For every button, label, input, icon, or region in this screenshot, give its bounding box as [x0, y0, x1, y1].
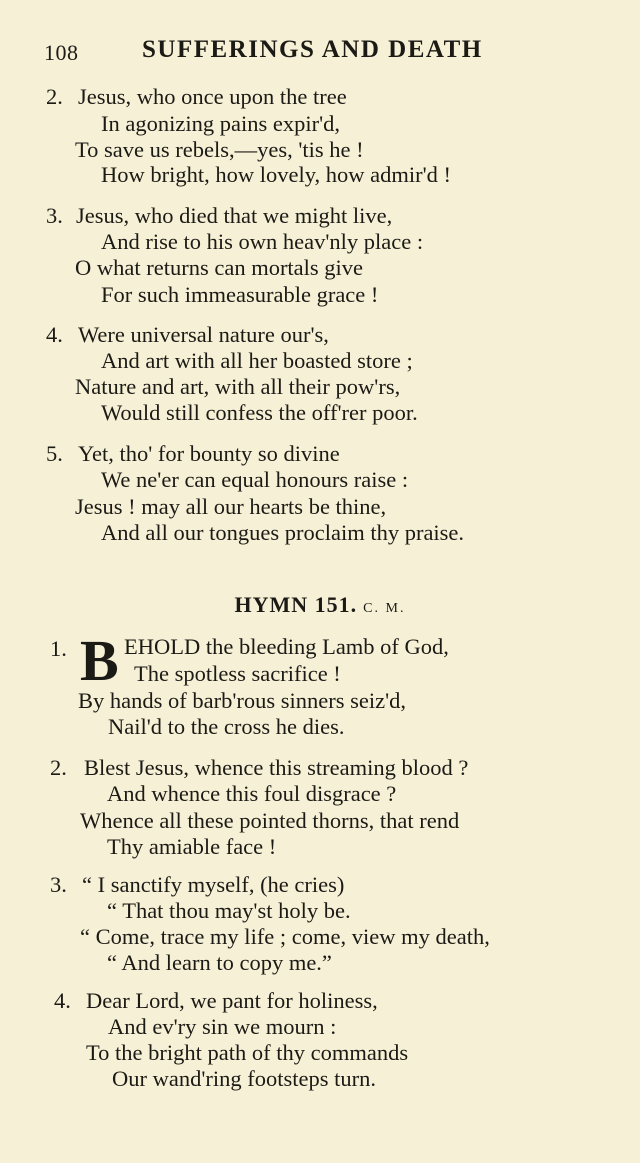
verse-line: And art with all her boasted store ; [101, 348, 413, 373]
verse-line: In agonizing pains expir'd, [101, 111, 340, 136]
page-header [44, 36, 564, 70]
running-title: SUFFERINGS AND DEATH [142, 36, 483, 63]
verse-line: “ And learn to copy me.” [107, 950, 332, 975]
verse-line: Nail'd to the cross he dies. [108, 714, 345, 739]
verse-line: How bright, how lovely, how admir'd ! [101, 162, 452, 187]
verse-line: Thy amiable face ! [107, 834, 277, 859]
verse-line: EHOLD the bleeding Lamb of God, [124, 634, 449, 659]
stanza-number: 5. [46, 441, 63, 466]
verse-line: Jesus ! may all our hearts be thine, [75, 494, 387, 519]
stanza-number: 3. [46, 203, 63, 228]
stanza-number: 2. [46, 84, 63, 109]
stanza-number: 1. [50, 636, 67, 661]
verse-line: And all our tongues proclaim thy praise. [101, 520, 465, 545]
verse-line: Would still confess the off'rer poor. [101, 400, 418, 425]
stanza-number: 3. [50, 872, 67, 897]
verse-line: And whence this foul disgrace ? [107, 781, 397, 806]
verse-line: “ Come, trace my life ; come, view my death, [80, 924, 490, 949]
verse-line: O what returns can mortals give [75, 255, 364, 280]
verse-line: Our wand'ring footsteps turn. [112, 1066, 377, 1091]
verse-line: Jesus, who once upon the tree [78, 84, 347, 109]
verse-line: “ That thou may'st holy be. [107, 898, 351, 923]
verse-line: Whence all these pointed thorns, that rend [80, 808, 460, 833]
verse-line: We ne'er can equal honours raise : [101, 467, 409, 492]
verse-line: To save us rebels,—yes, 'tis he ! [75, 137, 364, 162]
hymn-meter: C. M. [363, 601, 406, 616]
verse-line: For such immeasurable grace ! [101, 282, 379, 307]
hymn-number: HYMN 151. [234, 592, 358, 617]
verse-line: The spotless sacrifice ! [134, 661, 341, 686]
verse-line: And ev'ry sin we mourn : [108, 1014, 337, 1039]
verse-line: To the bright path of thy commands [86, 1040, 409, 1065]
verse-line: By hands of barb'rous sinners seiz'd, [78, 688, 407, 713]
stanza-number: 4. [54, 988, 71, 1013]
verse-line: Jesus, who died that we might live, [76, 203, 393, 228]
verse-line: Blest Jesus, whence this streaming blood ? [84, 755, 469, 780]
verse-line: “ I sanctify myself, (he cries) [82, 872, 345, 897]
hymn-title [0, 592, 640, 618]
stanza-number: 2. [50, 755, 67, 780]
verse-line: Yet, tho' for bounty so divine [78, 441, 340, 466]
verse-line: Nature and art, with all their pow'rs, [75, 374, 401, 399]
verse-line: Dear Lord, we pant for holiness, [86, 988, 378, 1013]
verse-line: Were universal nature our's, [78, 322, 329, 347]
page-number: 108 [44, 40, 79, 65]
stanza-number: 4. [46, 322, 63, 347]
drop-cap: B [80, 628, 119, 693]
verse-line: And rise to his own heav'nly place : [101, 229, 424, 254]
